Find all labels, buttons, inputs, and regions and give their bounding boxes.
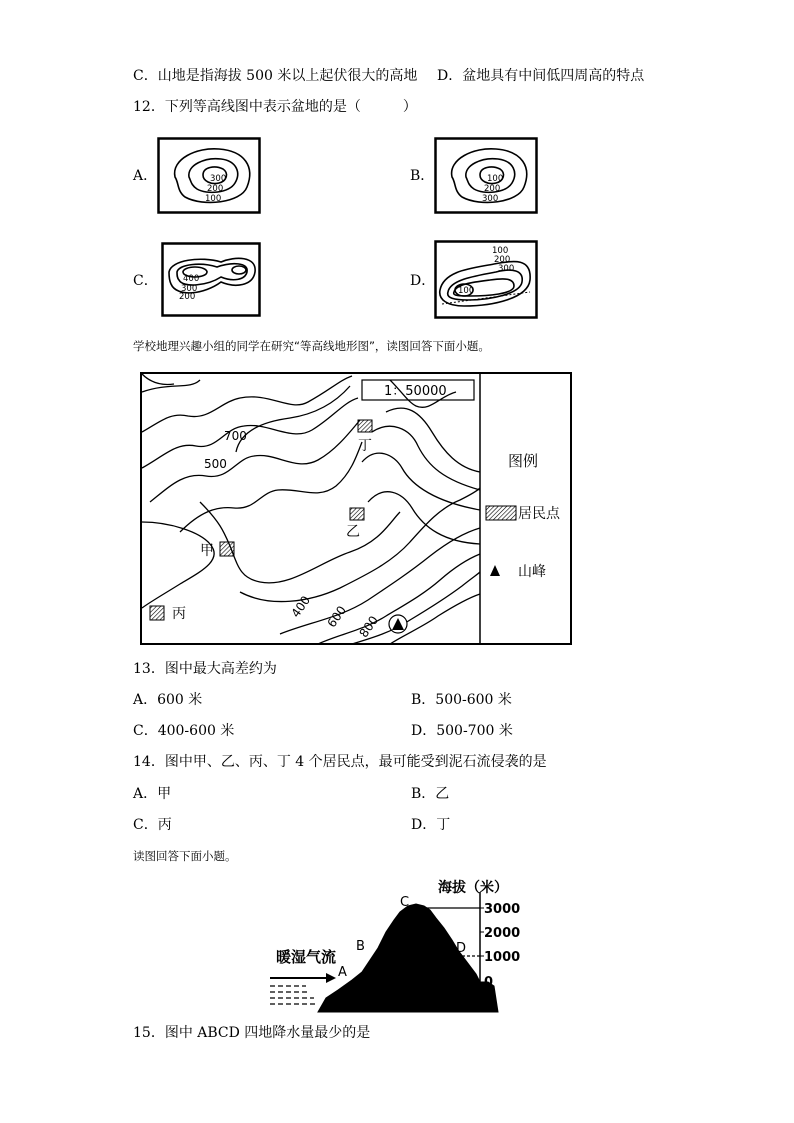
point-a-label: A: [338, 965, 347, 980]
mountain-profile: [266, 874, 530, 1014]
q12-stem: 12．下列等高线图中表示盆地的是（ ）: [133, 99, 417, 115]
map-d-label-100-inner: 100: [458, 286, 475, 296]
q12-map-b: [434, 137, 538, 215]
map-c-label-200: 200: [179, 292, 196, 302]
map-a-label-100: 100: [205, 194, 222, 204]
topo-map: [140, 372, 572, 645]
map-d-label-200: 200: [494, 255, 511, 265]
legend-settlement-label: 居民点: [518, 506, 560, 522]
map-scale: 1：50000: [384, 384, 447, 399]
q13-stem: 13．图中最大高差约为: [133, 661, 277, 677]
settlement-jia-marker: [220, 542, 234, 556]
q12-option-d-label: D．: [410, 273, 436, 289]
q11-option-d: D．盆地具有中间低四周高的特点: [437, 68, 645, 84]
settlement-yi-label: 乙: [346, 524, 360, 540]
legend-title: 图例: [508, 452, 539, 470]
settlement-jia-label: 甲: [200, 543, 214, 559]
contour-label-700: 700: [224, 429, 247, 443]
q12-map-a: [157, 137, 261, 215]
mountain-shape: [318, 904, 498, 1012]
settlement-yi-marker: [350, 508, 364, 520]
q13-option-b: B．500-600 米: [411, 692, 512, 708]
airflow-arrow-head: [326, 973, 336, 983]
contour-label-600: 600: [324, 603, 350, 631]
q14-option-a: A．甲: [133, 786, 172, 802]
q14-stem: 14．图中甲、乙、丙、丁 4 个居民点，最可能受到泥石流侵袭的是: [133, 754, 547, 770]
point-d-label: D: [456, 941, 467, 956]
map-b-label-200: 200: [484, 184, 501, 194]
settlement-bing-label: 丙: [172, 606, 186, 622]
map-d-label-300: 300: [498, 264, 515, 274]
point-b-label: B: [356, 939, 365, 954]
map-c-label-400: 400: [183, 274, 200, 284]
settlement-ding-label: 丁: [358, 438, 372, 454]
map-a-label-300: 300: [210, 174, 227, 184]
q14-option-c: C．丙: [133, 817, 172, 833]
airflow-label: 暖湿气流: [276, 948, 337, 966]
map-b-label-100: 100: [487, 174, 504, 184]
tick-1000: 1000: [484, 950, 521, 965]
intro-profile: 读图回答下面小题。: [133, 849, 237, 863]
intro-topo-map: 学校地理兴趣小组的同学在研究“等高线地形图”，读图回答下面小题。: [133, 339, 490, 353]
map-b-label-300: 300: [482, 194, 499, 204]
q14-option-d: D．丁: [411, 817, 451, 833]
altitude-axis-title: 海拔（米）: [438, 880, 508, 896]
tick-2000: 2000: [484, 926, 521, 941]
contour-label-500: 500: [204, 457, 227, 471]
contour-label-400: 400: [288, 593, 314, 621]
q13-option-a: A．600 米: [133, 692, 203, 708]
tick-0: 0: [484, 975, 494, 990]
q13-option-c: C．400-600 米: [133, 723, 235, 739]
q15-stem: 15．图中 ABCD 四地降水量最少的是: [133, 1025, 371, 1041]
q12-option-a-label: A．: [133, 168, 158, 184]
q12-map-c: [161, 242, 261, 318]
map-a-label-200: 200: [207, 184, 224, 194]
settlement-bing-marker: [150, 606, 164, 620]
q13-option-d: D．500-700 米: [411, 723, 513, 739]
settlement-ding-marker: [358, 420, 372, 432]
legend-settlement-icon: [486, 506, 516, 520]
map-c-label-300: 300: [181, 284, 198, 294]
q12-map-d: [434, 240, 538, 320]
q12-option-b-label: B．: [410, 168, 435, 184]
legend-peak-label: 山峰: [518, 564, 546, 580]
q14-option-b: B．乙: [411, 786, 450, 802]
tick-3000: 3000: [484, 902, 521, 917]
map-d-label-100: 100: [492, 246, 509, 256]
q11-option-c: C．山地是指海拔 500 米以上起伏很大的高地: [133, 68, 418, 84]
point-c-label: C: [400, 895, 410, 910]
q12-option-c-label: C．: [133, 273, 158, 289]
contour-label-800: 800: [356, 613, 382, 641]
